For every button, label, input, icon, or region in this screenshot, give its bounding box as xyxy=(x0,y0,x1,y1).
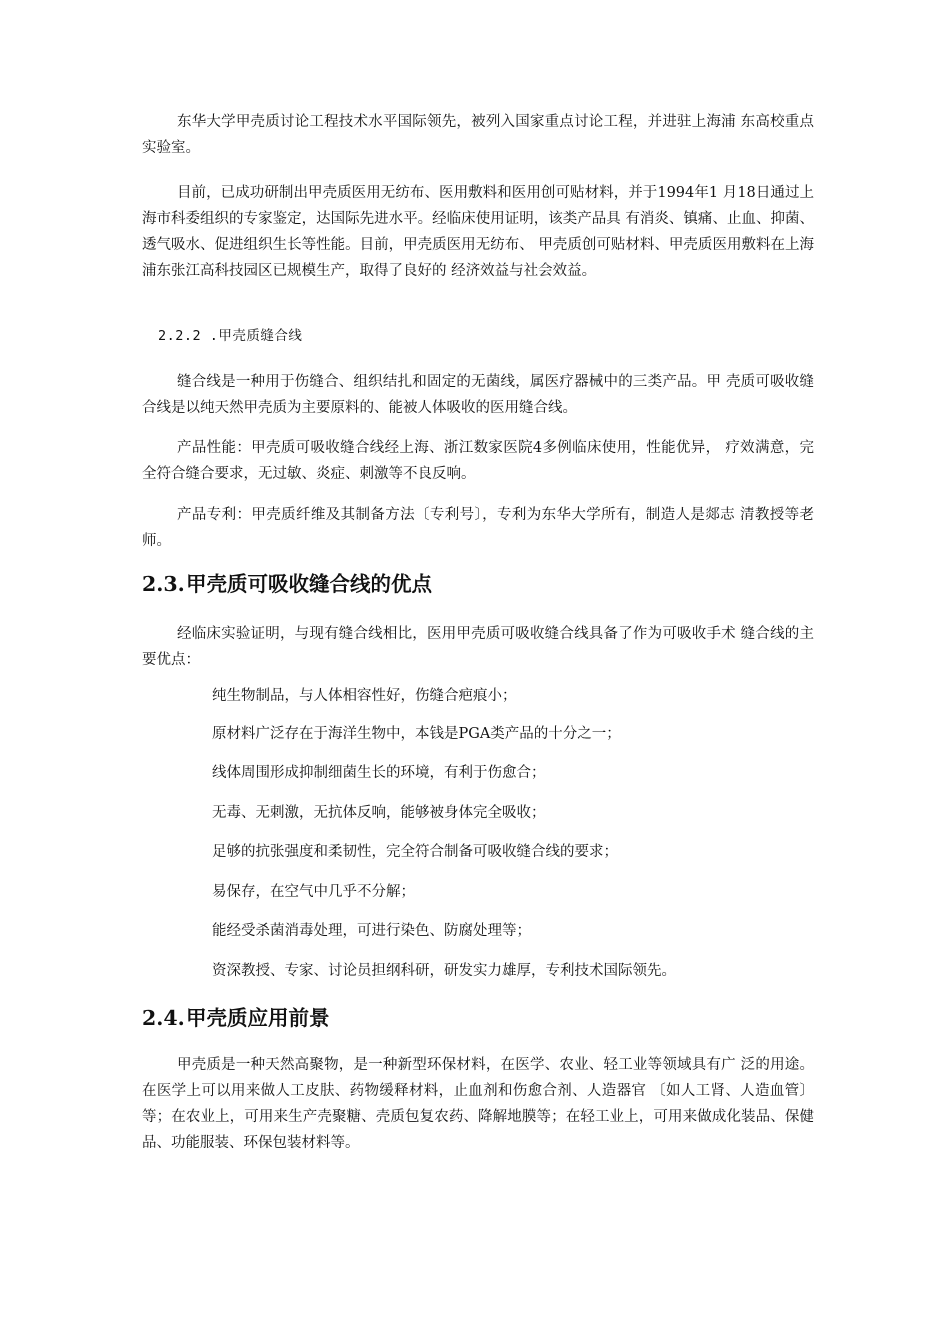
advantage-item: 资深教授、专家、讨论员担纲科研，研发实力雄厚，专利技术国际领先。 xyxy=(212,963,676,979)
paragraph-performance: 产品性能：甲壳质可吸收缝合线经上海、浙江数家医院4多例临床使用，性能优异， 疗效满意，完全符合缝合要求，无过敏、炎症、刺激等不良反响。 xyxy=(142,440,814,482)
section-number: 2.4. xyxy=(142,1006,185,1030)
advantage-item: 能经受杀菌消毒处理，可进行染色、防腐处理等； xyxy=(212,923,531,939)
section-title: 甲壳质应用前景 xyxy=(186,1006,330,1030)
subheading-suture: 2.2.2 .甲壳质缝合线 xyxy=(158,328,303,344)
section-heading-prospects xyxy=(142,1001,330,1031)
paragraph-suture-definition: 缝合线是一种用于伤缝合、组织结扎和固定的无菌线，属医疗器械中的三类产品。甲 壳质可吸收缝合线是以纯天然甲壳质为主要原料的、能被人体吸收的医用缝合线。 xyxy=(142,374,814,416)
paragraph-patent: 产品专利：甲壳质纤维及其制备方法〔专利号〕，专利为东华大学所有，制造人是郯志 清教授等老师。 xyxy=(142,507,814,549)
advantage-item: 线体周围形成抑制细菌生长的环境，有利于伤愈合； xyxy=(212,765,546,781)
advantage-item: 纯生物制品，与人体相容性好，伤缝合疤痕小； xyxy=(212,688,517,704)
advantage-item: 足够的抗张强度和柔韧性，完全符合制备可吸收缝合线的要求； xyxy=(212,844,618,860)
section-heading-advantages xyxy=(142,567,432,597)
paragraph-intro: 东华大学甲壳质讨论工程技术水平国际领先，被列入国家重点讨论工程，并进驻上海浦 东高校重点实验室。 xyxy=(142,114,814,156)
advantage-item: 原材料广泛存在于海洋生物中，本钱是PGA类产品的十分之一； xyxy=(212,726,621,742)
paragraph-applications: 甲壳质是一种天然高聚物，是一种新型环保材料，在医学、农业、轻工业等领域具有广 泛的用途。在医学上可以用来做人工皮肤、药物缓释材料，止血剂和伤愈合剂、人造器官 〔如人工肾、人造血管〕等；在农业上，可用来生产壳聚糖、壳质包复农药、降解地膜等；在轻工业上，可用来做成化装品、保健品、功能服装、环保包装材料等。 xyxy=(142,1057,814,1151)
advantage-item: 无毒、无刺激，无抗体反响，能够被身体完全吸收； xyxy=(212,805,546,821)
advantage-item: 易保存，在空气中几乎不分解； xyxy=(212,884,415,900)
paragraph-products: 目前，已成功研制出甲壳质医用无纺布、医用敷料和医用创可贴材料，并于1994年1 月18日通过上海市科委组织的专家鉴定，达国际先进水平。经临床使用证明，该类产品具 有消炎、镇痛、止血、抑菌、透气吸水、促进组织生长等性能。目前，甲壳质医用无纺布、 甲壳质创可贴材料、甲壳质医用敷料在上海浦东张江高科技园区已规模生产，取得了良好的 经济效益与社会效益。 xyxy=(142,185,814,279)
section-title: 甲壳质可吸收缝合线的优点 xyxy=(186,572,432,596)
section-number: 2.3. xyxy=(142,572,185,596)
paragraph-clinical: 经临床实验证明，与现有缝合线相比，医用甲壳质可吸收缝合线具备了作为可吸收手术 缝合线的主要优点： xyxy=(142,626,814,668)
